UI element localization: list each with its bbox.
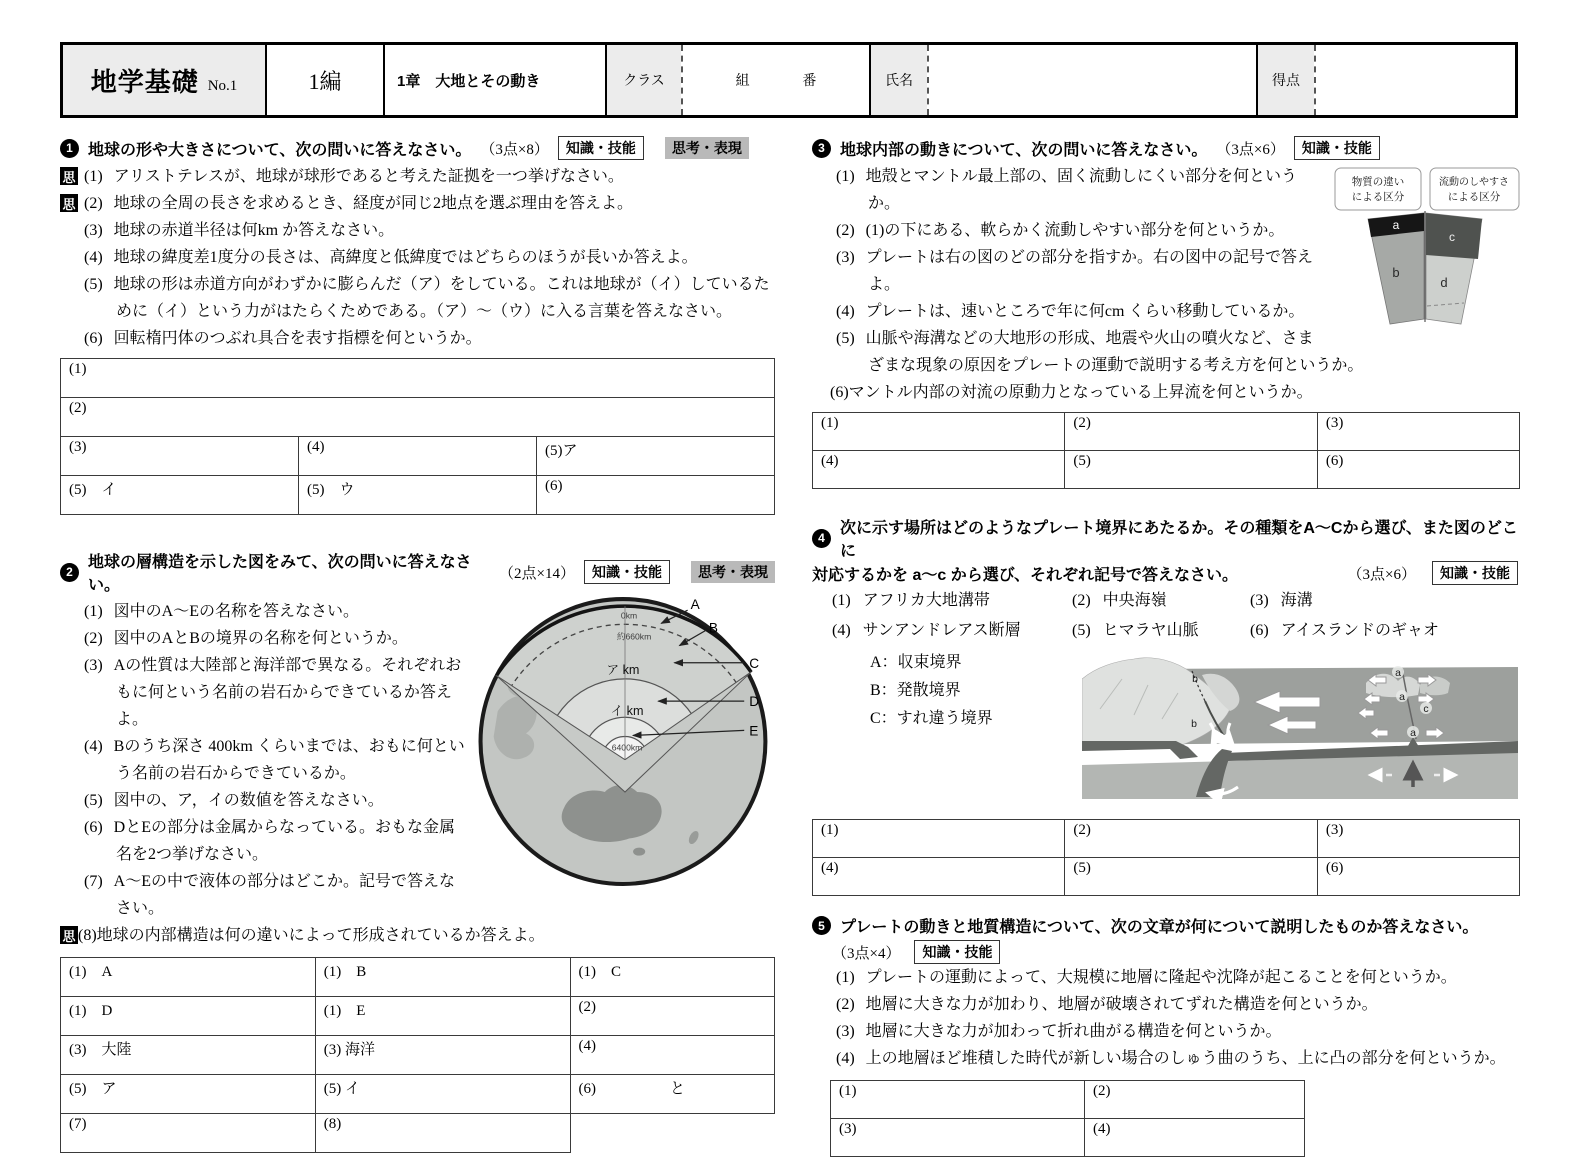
answer-cell[interactable]: (5) イ <box>315 1075 570 1114</box>
q2-points: （2点×14） <box>499 565 575 582</box>
item-no: (5) <box>84 276 103 293</box>
answer-cell[interactable]: (3) 大陸 <box>61 1036 316 1075</box>
chapter-cell <box>383 45 605 115</box>
q4-header-line1 <box>812 515 1520 561</box>
answer-table-q1 <box>60 358 775 515</box>
q5-item-4 <box>812 1045 1520 1072</box>
item-text: 地層に大きな力が加わり、地層が破壊されてずれた構造を何というか。 <box>865 996 1378 1013</box>
item-text: 山脈や海溝などの大地形の形成、地震や火山の噴火など、さまざまな現象の原因をプレートの運動で説明する考え方を何というか。 <box>865 330 1364 374</box>
zone-a-label: a <box>1392 218 1400 232</box>
item-no: (6) <box>830 384 849 401</box>
item-no: (2) <box>836 222 855 239</box>
q1-item-4 <box>60 244 775 271</box>
subject-cell <box>63 45 265 115</box>
item-no: (1) <box>836 168 855 185</box>
q4-title-line1: 次に示す場所はどのようなプレート境界にあたるか。その種類をA～Cから選び、また図のどこに <box>840 520 1518 560</box>
q3-item-2 <box>812 217 1520 244</box>
answer-cell[interactable]: (4) <box>1085 1119 1305 1157</box>
class-entry-field[interactable] <box>681 45 869 115</box>
answer-cell[interactable]: (7) <box>61 1114 316 1153</box>
item-text: 地球の形は赤道方向がわずかに膨らんだ（ア）をしている。これは地球が（イ）しているために（イ）という力がはたらくためである。（ア）～（ウ）に入る言葉を答えなさい。 <box>113 276 770 320</box>
q4-place-6: (6) アイスランドのギャオ <box>1250 622 1440 639</box>
q2-header <box>60 549 775 595</box>
q2-item-8 <box>60 922 775 949</box>
label-b1: b <box>1192 673 1198 685</box>
answer-cell[interactable]: (5) イ <box>61 476 299 515</box>
answer-cell[interactable]: (2) <box>1065 820 1317 858</box>
answer-cell[interactable]: (5) ウ <box>299 476 537 515</box>
left-column <box>60 136 775 1153</box>
right-column <box>812 136 1520 1157</box>
layer-E: E <box>749 723 759 739</box>
q5-item-2 <box>812 991 1520 1018</box>
volume-label: 1編 <box>308 68 342 94</box>
score-entry-field[interactable] <box>1314 45 1515 115</box>
group-label: 組 <box>735 74 750 89</box>
item-text: A～Eの中で液体の部分はどこか。記号で答えなさい。 <box>113 873 455 917</box>
q4-header-line2 <box>812 561 1520 585</box>
answer-cell[interactable]: (1) <box>813 413 1065 451</box>
q4-place-2: (2) 中央海嶺 <box>1072 592 1167 609</box>
depth-a-km: ア km <box>606 662 640 677</box>
item-no: (5) <box>836 330 855 347</box>
item-text: プレートは右の図のどの部分を指すか。右の図中の記号で答えよ。 <box>865 249 1314 293</box>
q3-item-6 <box>812 379 1520 406</box>
label-a2: a <box>1399 691 1405 703</box>
answer-cell[interactable]: (4) <box>570 1036 775 1075</box>
q3-points: （3点×6） <box>1216 141 1285 158</box>
answer-cell[interactable]: (6) <box>1317 451 1519 489</box>
q4-place-1: (1) アフリカ大地溝帯 <box>832 592 990 609</box>
knowledge-badge: 知識・技能 <box>1294 136 1380 160</box>
knowledge-badge: 知識・技能 <box>558 136 644 160</box>
answer-cell[interactable]: (1) B <box>315 958 570 997</box>
item-text: 図中の、ア，イの数値を答えなさい。 <box>113 792 384 809</box>
think-mark: 思 <box>60 194 78 212</box>
item-no: (1) <box>836 969 855 986</box>
item-text: DとEの部分は金属からなっている。おもな金属名を2つ挙げなさい。 <box>113 819 455 863</box>
answer-table-q3 <box>812 412 1520 489</box>
q5-number-badge: 5 <box>812 916 831 935</box>
answer-table-q2 <box>60 957 775 1153</box>
q3-item-4 <box>812 298 1520 325</box>
material-label-2: による区分 <box>1351 191 1405 203</box>
answer-cell[interactable]: (2) <box>61 398 775 437</box>
knowledge-badge: 知識・技能 <box>914 940 1000 964</box>
answer-cell[interactable]: (1) A <box>61 958 316 997</box>
class-label-cell <box>605 45 681 115</box>
depth-660km: 約660km <box>616 631 652 642</box>
volume-cell <box>265 45 383 115</box>
answer-cell[interactable]: (3) <box>1317 820 1519 858</box>
answer-cell[interactable]: (1) <box>813 820 1065 858</box>
label-a3: a <box>1410 727 1416 739</box>
item-text: Aの性質は大陸部と海洋部で異なる。それぞれおもに何という名前の岩石からできているか答えよ。 <box>113 657 462 728</box>
depth-6400km: 6400km <box>611 742 643 753</box>
knowledge-badge: 知識・技能 <box>1432 561 1518 585</box>
answer-cell[interactable]: (4) <box>299 437 537 476</box>
item-no: (6) <box>84 330 103 347</box>
depth-i-km: イ km <box>610 704 644 719</box>
answer-cell[interactable]: (5)ア <box>537 437 775 476</box>
q4-option-B: B：発散境界 <box>870 682 961 699</box>
q4-option-C: C：すれ違う境界 <box>870 710 993 727</box>
item-no: (4) <box>836 303 855 320</box>
empty-cell <box>570 1114 775 1153</box>
answer-cell[interactable]: (5) <box>1065 451 1317 489</box>
item-text: (1)の下にある、軟らかく流動しやすい部分を何というか。 <box>865 222 1285 239</box>
q2-body <box>60 598 775 949</box>
q4-place-5: (5) ヒマラヤ山脈 <box>1072 622 1199 639</box>
class-label: クラス <box>623 72 665 88</box>
item-no: (2) <box>836 996 855 1013</box>
q3-body <box>812 163 1520 406</box>
answer-cell[interactable]: (6) <box>1317 858 1519 896</box>
q1-item-3 <box>60 217 775 244</box>
q1-item-1 <box>60 163 775 190</box>
name-label-cell <box>869 45 927 115</box>
item-no: (4) <box>836 1050 855 1067</box>
item-no: (2) <box>84 630 103 647</box>
layer-A: A <box>690 597 700 613</box>
item-text: 地球の緯度差1度分の長さは、高緯度と低緯度ではどちらのほうが長いか答えよ。 <box>113 249 698 266</box>
name-entry-field[interactable] <box>927 45 1256 115</box>
q2-number-badge: 2 <box>60 563 79 582</box>
q1-number-badge: 1 <box>60 139 79 158</box>
label-a1: a <box>1395 667 1401 679</box>
q1-item-5 <box>60 271 775 325</box>
q5-item-1 <box>812 964 1520 991</box>
item-text: 図中のA～Eの名称を答えなさい。 <box>113 603 359 620</box>
item-no: (3) <box>836 1023 855 1040</box>
item-text: Bのうち深さ 400km くらいまでは、おもに何という名前の岩石からできているか。 <box>113 738 465 782</box>
q3-item-3 <box>812 244 1520 298</box>
depth-0km: 0km <box>620 610 638 621</box>
item-text: 図中のAとBの境界の名称を何というか。 <box>113 630 408 647</box>
item-text: プレートの運動によって、大規模に地層に隆起や沈降が起こることを何というか。 <box>865 969 1457 986</box>
q3-item-1 <box>812 163 1520 217</box>
item-text: 地層に大きな力が加わって折れ曲がる構造を何というか。 <box>865 1023 1282 1040</box>
answer-cell[interactable]: (8) <box>315 1114 570 1153</box>
q4-title-line2: 対応するかを a～c から選び、それぞれ記号で答えなさい。 <box>812 566 1239 584</box>
answer-cell[interactable]: (4) <box>813 451 1065 489</box>
q3-title: 地球内部の動きについて、次の問いに答えなさい。 <box>840 141 1208 159</box>
title-bar <box>60 42 1518 118</box>
answer-cell[interactable]: (3) <box>1317 413 1519 451</box>
item-text: 上の地層ほど堆積した時代が新しい場合のしゅう曲のうち、上に凸の部分を何というか。 <box>865 1050 1506 1067</box>
thinking-badge: 思考・表現 <box>665 137 749 159</box>
label-b2: b <box>1191 718 1197 730</box>
q2-item-7 <box>60 868 775 922</box>
answer-cell[interactable]: (3) <box>831 1119 1085 1157</box>
zone-b-label: b <box>1392 265 1400 280</box>
answer-cell[interactable]: (1) E <box>315 997 570 1036</box>
item-no: (6) <box>84 819 103 836</box>
item-no: (3) <box>84 657 103 674</box>
q1-header <box>60 136 775 160</box>
answer-table-q4 <box>812 819 1520 896</box>
think-mark: 思 <box>60 926 78 944</box>
chapter-label: 1章 大地とその動き <box>397 72 541 90</box>
rheology-label-1: 流動のしやすさ <box>1439 177 1509 188</box>
zone-d-label: d <box>1440 275 1448 290</box>
item-no: (3) <box>836 249 855 266</box>
answer-table-q5 <box>830 1080 1305 1157</box>
q2-title: 地球の層構造を示した図をみて、次の問いに答えなさい。 <box>88 554 472 594</box>
answer-cell[interactable]: (3) 海洋 <box>315 1036 570 1075</box>
sheet-number: No.1 <box>207 77 238 94</box>
answer-cell[interactable] <box>570 1075 775 1114</box>
item-no: (8) <box>78 927 97 944</box>
subject-title: 地学基礎 <box>90 66 199 97</box>
item-no: (4) <box>84 249 103 266</box>
item-no: (3) <box>84 222 103 239</box>
layer-C: C <box>749 655 760 671</box>
layer-D: D <box>749 694 760 710</box>
knowledge-badge: 知識・技能 <box>584 560 670 584</box>
item-no: (2) <box>84 195 103 212</box>
q4-points: （3点×6） <box>1347 566 1416 583</box>
item-no: (5) <box>84 792 103 809</box>
answer-cell[interactable]: (1) <box>61 359 775 398</box>
q2-item-5 <box>60 787 775 814</box>
answer-cell[interactable]: (3) <box>61 437 299 476</box>
q2-item-6 <box>60 814 775 868</box>
q1-item-2 <box>60 190 775 217</box>
material-label-1: 物質の違い <box>1351 176 1405 188</box>
cell-to: と <box>670 1081 686 1097</box>
answer-cell[interactable]: (5) <box>1065 858 1317 896</box>
answer-cell[interactable]: (2) <box>570 997 775 1036</box>
think-mark: 思 <box>60 167 78 185</box>
item-text: 地球の内部構造は何の違いによって形成されているか答えよ。 <box>96 927 545 944</box>
item-text: アリストテレスが、地球が球形であると考えた証拠を一つ挙げなさい。 <box>113 168 624 185</box>
name-label: 氏名 <box>885 72 913 88</box>
item-text: プレートは、速いところで年に何cm くらい移動しているか。 <box>865 303 1305 320</box>
item-no: (1) <box>84 168 103 185</box>
thinking-badge: 思考・表現 <box>691 561 775 583</box>
item-text: マントル内部の対流の原動力となっている上昇流を何というか。 <box>848 384 1313 401</box>
q5-item-3 <box>812 1018 1520 1045</box>
q2-item-2 <box>60 625 775 652</box>
item-text: 地球の赤道半径は何km か答えなさい。 <box>113 222 395 239</box>
rheology-label-2: による区分 <box>1447 191 1501 203</box>
number-label: 番 <box>802 74 817 89</box>
q2-item-4 <box>60 733 775 787</box>
item-no: (4) <box>84 738 103 755</box>
q5-points: （3点×4） <box>832 945 901 962</box>
q4-places-row2 <box>812 617 1520 645</box>
answer-cell[interactable]: (1) C <box>570 958 775 997</box>
score-label-cell <box>1256 45 1314 115</box>
q1-item-6 <box>60 325 775 352</box>
q3-header <box>812 136 1520 160</box>
answer-cell[interactable]: (4) <box>813 858 1065 896</box>
q5-header <box>812 914 1520 937</box>
q2-item-1 <box>60 598 775 625</box>
item-text: 回転楕円体のつぶれ具合を表す指標を何というか。 <box>113 330 482 347</box>
q3-item-5 <box>812 325 1520 379</box>
q4-place-3: (3) 海溝 <box>1250 592 1313 609</box>
label-c: c <box>1423 703 1429 715</box>
q5-title: プレートの動きと地質構造について、次の文章が何について説明したものか答えなさい。 <box>840 919 1479 936</box>
q4-number-badge: 4 <box>812 529 831 548</box>
q2-item-3 <box>60 652 775 733</box>
item-text: 地球の全周の長さを求めるとき、経度が同じ2地点を選ぶ理由を答えよ。 <box>113 195 634 212</box>
q5-header-line2 <box>812 940 1520 964</box>
cell-no: (6) <box>578 1081 596 1097</box>
answer-cell[interactable]: (2) <box>1085 1081 1305 1119</box>
q3-number-badge: 3 <box>812 139 831 158</box>
answer-cell[interactable]: (1) D <box>61 997 316 1036</box>
layer-B: B <box>708 620 718 636</box>
answer-cell[interactable]: (6) <box>537 476 775 515</box>
answer-cell[interactable]: (5) ア <box>61 1075 316 1114</box>
score-label: 得点 <box>1272 72 1300 88</box>
q4-options-block <box>812 649 1520 807</box>
zone-c-label: c <box>1449 230 1455 244</box>
item-no: (7) <box>84 873 103 890</box>
q4-places-row1 <box>812 587 1520 615</box>
q1-points: （3点×8） <box>480 141 549 158</box>
item-no: (1) <box>84 603 103 620</box>
q1-title: 地球の形や大きさについて、次の問いに答えなさい。 <box>88 141 472 159</box>
q4-option-A: A：収束境界 <box>870 654 962 671</box>
answer-cell[interactable]: (2) <box>1065 413 1317 451</box>
plate-boundaries-figure <box>1082 649 1520 801</box>
item-text: 地殻とマントル最上部の、固く流動しにくい部分を何というか。 <box>865 168 1298 212</box>
answer-cell[interactable]: (1) <box>831 1081 1085 1119</box>
q4-place-4: (4) サンアンドレアス断層 <box>832 622 1021 639</box>
